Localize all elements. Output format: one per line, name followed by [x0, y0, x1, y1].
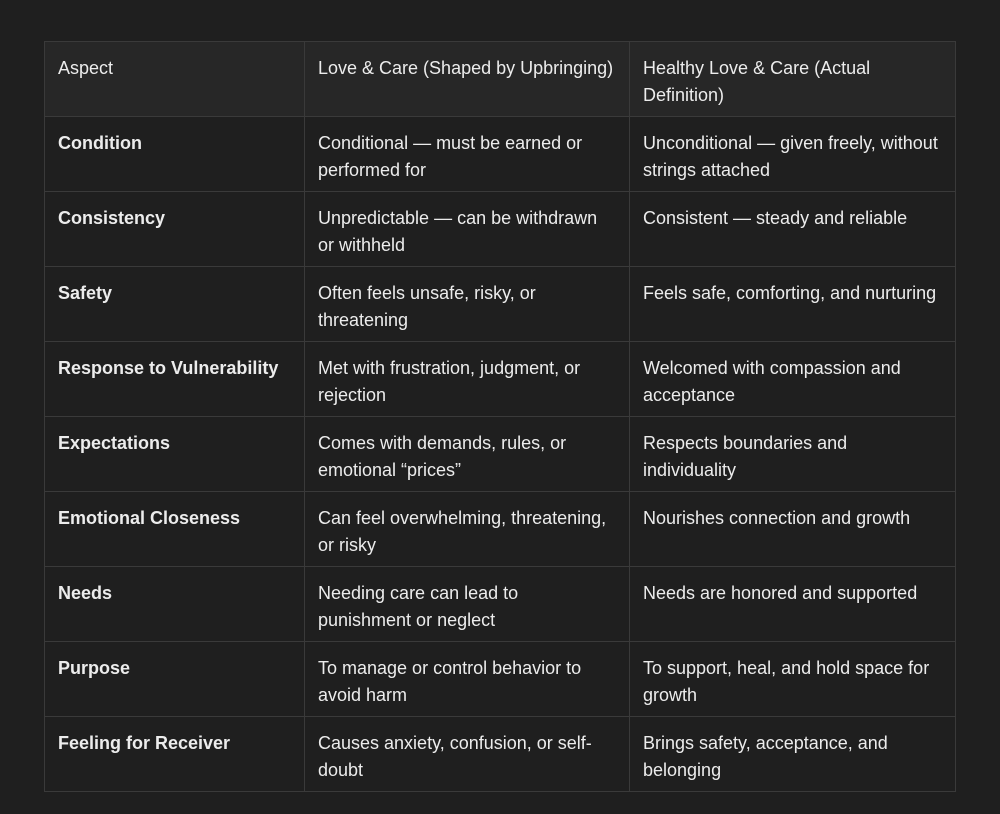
comparison-table [44, 41, 956, 792]
healthy-cell: Unconditional — given freely, without strings attached [630, 117, 956, 192]
aspect-cell: Consistency [45, 192, 305, 267]
comparison-table-container [44, 41, 955, 792]
upbringing-cell: To manage or control behavior to avoid harm [305, 642, 630, 717]
header-healthy-definition: Healthy Love & Care (Actual Definition) [630, 42, 956, 117]
table-row [45, 492, 956, 567]
aspect-cell: Purpose [45, 642, 305, 717]
table-row [45, 417, 956, 492]
upbringing-cell: Unpredictable — can be withdrawn or withheld [305, 192, 630, 267]
aspect-cell: Feeling for Receiver [45, 717, 305, 792]
upbringing-cell: Can feel overwhelming, threatening, or risky [305, 492, 630, 567]
table-row [45, 342, 956, 417]
aspect-cell: Safety [45, 267, 305, 342]
aspect-cell: Emotional Closeness [45, 492, 305, 567]
upbringing-cell: Often feels unsafe, risky, or threatening [305, 267, 630, 342]
healthy-cell: Feels safe, comforting, and nurturing [630, 267, 956, 342]
table-row [45, 642, 956, 717]
upbringing-cell: Met with frustration, judgment, or rejection [305, 342, 630, 417]
table-header [45, 42, 956, 117]
aspect-cell: Needs [45, 567, 305, 642]
healthy-cell: Consistent — steady and reliable [630, 192, 956, 267]
healthy-cell: Needs are honored and supported [630, 567, 956, 642]
header-row [45, 42, 956, 117]
upbringing-cell: Comes with demands, rules, or emotional “prices” [305, 417, 630, 492]
healthy-cell: Nourishes connection and growth [630, 492, 956, 567]
upbringing-cell: Causes anxiety, confusion, or self-doubt [305, 717, 630, 792]
table-row [45, 567, 956, 642]
upbringing-cell: Conditional — must be earned or performed for [305, 117, 630, 192]
table-body [45, 117, 956, 792]
table-row [45, 717, 956, 792]
healthy-cell: Brings safety, acceptance, and belonging [630, 717, 956, 792]
aspect-cell: Expectations [45, 417, 305, 492]
header-shaped-by-upbringing: Love & Care (Shaped by Upbringing) [305, 42, 630, 117]
table-row [45, 117, 956, 192]
upbringing-cell: Needing care can lead to punishment or neglect [305, 567, 630, 642]
table-row [45, 267, 956, 342]
table-row [45, 192, 956, 267]
healthy-cell: Respects boundaries and individuality [630, 417, 956, 492]
aspect-cell: Condition [45, 117, 305, 192]
aspect-cell: Response to Vulnerability [45, 342, 305, 417]
healthy-cell: To support, heal, and hold space for growth [630, 642, 956, 717]
header-aspect: Aspect [45, 42, 305, 117]
healthy-cell: Welcomed with compassion and acceptance [630, 342, 956, 417]
